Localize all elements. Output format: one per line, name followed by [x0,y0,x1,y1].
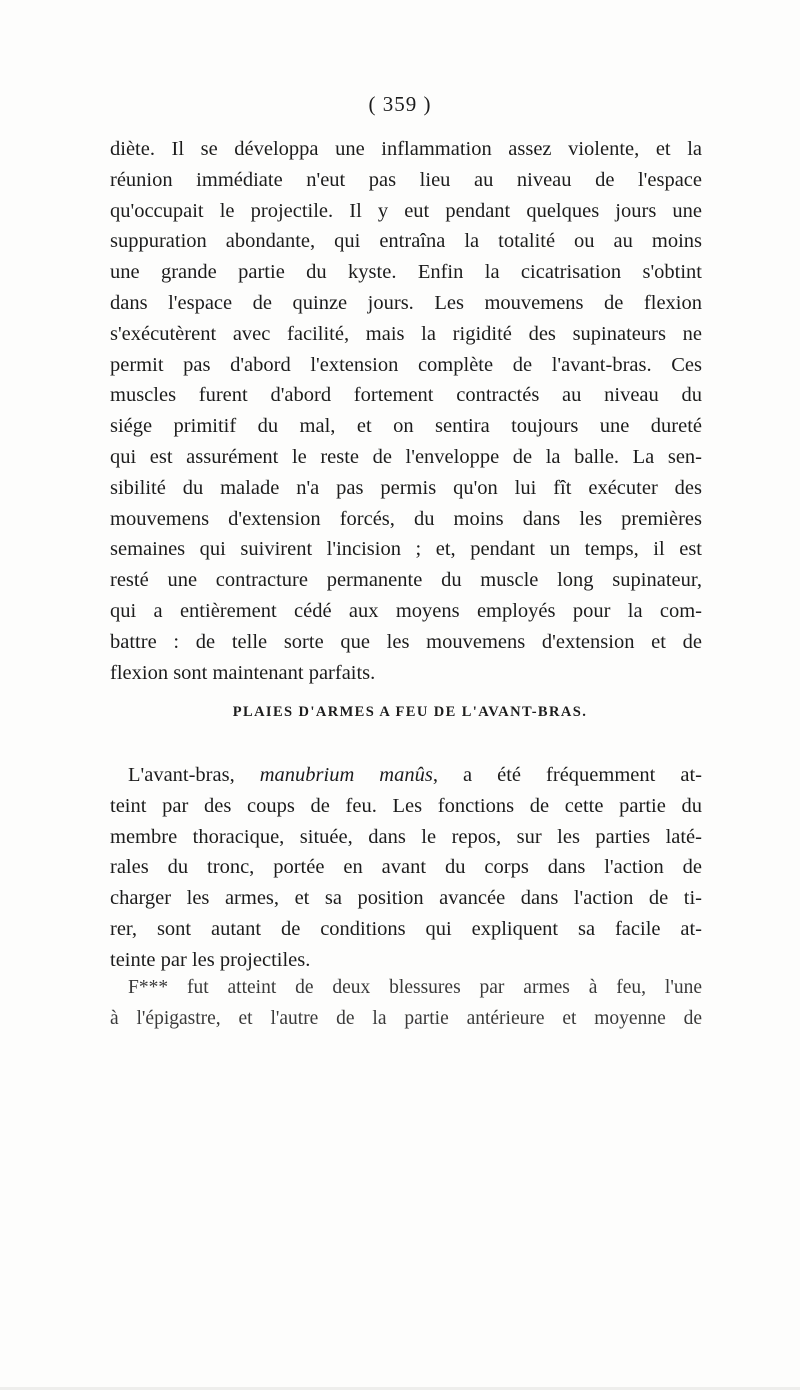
section-heading: PLAIES D'ARMES A FEU DE L'AVANT-BRAS. [232,704,588,720]
text-line: charger les armes, et sa position avancée dans l'action de ti- [110,887,702,910]
text-line: à l'épigastre, et l'autre de la partie antérieure et moyenne de [110,1007,702,1029]
text-line: rer, sont autant de conditions qui expliquent sa facile at- [110,917,702,940]
text-run: L'avant-bras, [128,764,260,786]
text-line: mouvemens d'extension forcés, du moins dans les premières [110,507,702,530]
latin-term: manubrium manûs [259,764,433,786]
text-line: qui a entièrement cédé aux moyens employés pour la com- [110,599,702,622]
paragraph-case-outcome [110,134,702,688]
paragraph-forearm-intro [110,760,702,976]
page-number: ( 359 ) [368,92,432,116]
text-line: qui est assurément le reste de l'enveloppe de la balle. La sen- [110,445,702,468]
paragraph-case-start [110,973,702,1035]
text-line: suppuration abondante, qui entraîna la totalité ou au moins [110,230,702,253]
text-line: s'exécutèrent avec facilité, mais la rigidité des supinateurs ne [110,322,702,345]
text-line: réunion immédiate n'eut pas lieu au niveau de l'espace [110,168,702,191]
text-line: battre : de telle sorte que les mouvemens d'extension et de [110,630,702,653]
text-line: une grande partie du kyste. Enfin la cicatrisation s'obtint [110,261,702,284]
text-line: resté une contracture permanente du muscle long supinateur, [110,569,702,592]
text-line: rales du tronc, portée en avant du corps dans l'action de [110,856,702,879]
text-line: semaines qui suivirent l'incision ; et, pendant un temps, il est [110,538,702,561]
text-line: diète. Il se développa une inflammation assez violente, et la [110,138,702,160]
text-line: teinte par les projectiles. [110,948,311,971]
text-line: muscles furent d'abord fortement contractés au niveau du [110,384,702,407]
text-line: sibilité du malade n'a pas permis qu'on lui fît exécuter des [110,476,702,499]
text-line: qu'occupait le projectile. Il y eut pendant quelques jours une [110,199,702,222]
text-line: siége primitif du mal, et on sentira toujours une dureté [110,415,702,438]
text-line: dans l'espace de quinze jours. Les mouvemens de flexion [110,291,702,314]
text-line: flexion sont maintenant parfaits. [110,661,376,684]
text-line: teint par des coups de feu. Les fonctions de cette partie du [110,794,702,817]
text-line: permit pas d'abord l'extension complète de l'avant-bras. Ces [110,353,702,376]
text-line [110,760,702,791]
text-line: F*** fut atteint de deux blessures par armes à feu, l'une [128,977,702,998]
text-run: , a été fréquemment at- [432,764,702,786]
text-line: membre thoracique, située, dans le repos, sur les parties laté- [110,825,702,848]
